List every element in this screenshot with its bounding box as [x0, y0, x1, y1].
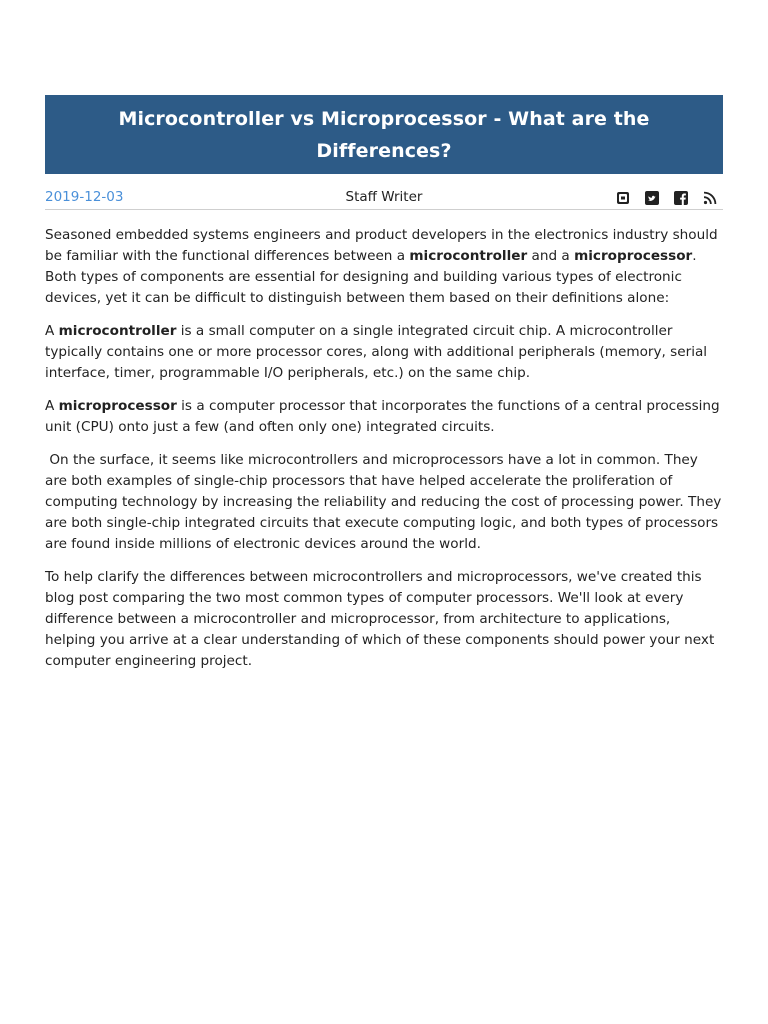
twitter-icon[interactable]: [645, 190, 659, 204]
author-name: Staff Writer: [345, 189, 423, 205]
share-icon[interactable]: [616, 190, 630, 204]
article-body: [45, 225, 726, 672]
term-microprocessor: microprocessor: [574, 248, 693, 264]
publish-date-link[interactable]: 2019-12-03: [45, 189, 124, 205]
similarities-paragraph: On the surface, it seems like microcontrollers and microprocessors have a lot in common. They are both examples of single-chip processors that have helped accelerate the proliferation of computing technology by increasing the reliability and reducing the cost of processing power. They are both single-chip integrated circuits that execute computing logic, and both types of processors are found inside millions of electronic devices around the world.: [45, 452, 726, 552]
share-icons: [616, 190, 717, 204]
intro-paragraph: Seasoned embedded systems engineers and product developers in the electronics industry should be familiar with the functional differences between a microcontroller and a microprocessor. Both types of components are essential for designing and building various types of electronic devices, yet it can be difficult to distinguish between them based on their definitions alone:: [45, 227, 718, 306]
facebook-icon[interactable]: [674, 190, 688, 204]
article-page: [45, 0, 726, 672]
title-banner: [45, 95, 723, 174]
blog-purpose-paragraph: To help clarify the differences between microcontrollers and microprocessors, we've created this blog post comparing the two most common types of computer processors. We'll look at every difference between a microcontroller and microprocessor, from architecture to applications, helping you arrive at a clear understanding of which of these components should power your next computer engineering project.: [45, 569, 715, 669]
term-microcontroller: microcontroller: [58, 323, 177, 339]
term-microcontroller: microcontroller: [409, 248, 528, 264]
microcontroller-definition-paragraph: A microcontroller is a small computer on a single integrated circuit chip. A microcontroller typically contains one or more processor cores, along with additional peripherals (memory, serial interface, timer, programmable I/O peripherals, etc.) on the same chip.: [45, 323, 708, 381]
article-meta-bar: [45, 174, 723, 210]
microprocessor-definition-paragraph: A microprocessor is a computer processor that incorporates the functions of a central processing unit (CPU) onto just a few (and often only one) integrated circuits.: [45, 398, 720, 435]
rss-icon[interactable]: [703, 190, 717, 204]
term-microprocessor: microprocessor: [58, 398, 177, 414]
article-title: Microcontroller vs Microprocessor - What are the Differences?: [118, 107, 650, 162]
